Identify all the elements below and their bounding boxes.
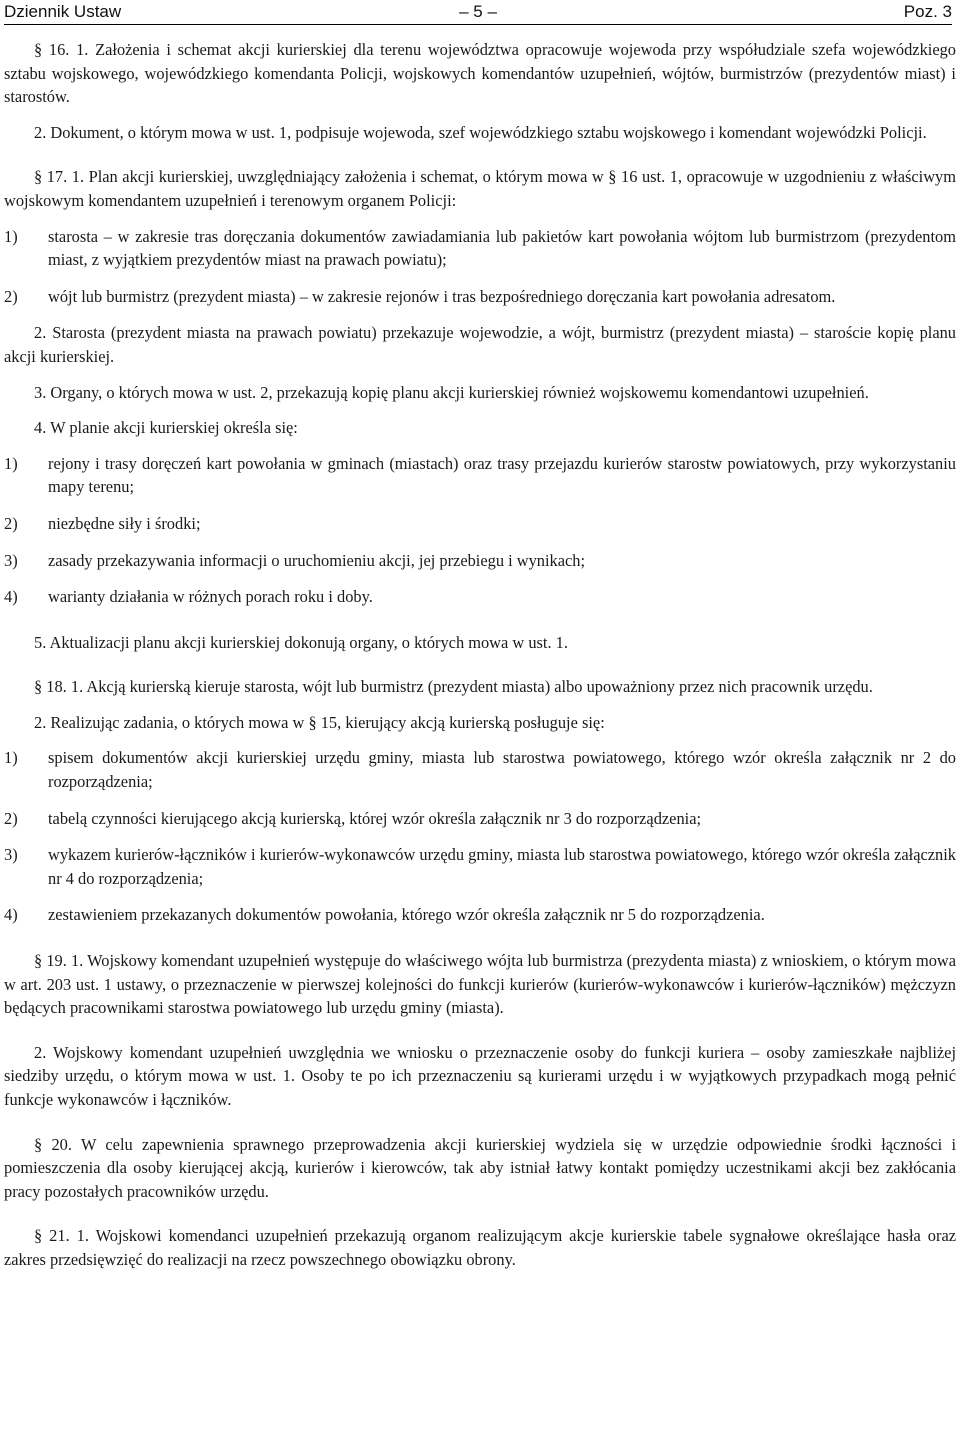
list-number: 3) xyxy=(4,845,18,865)
document-body xyxy=(4,38,956,1284)
paragraph-16-1: § 16. 1. Założenia i schemat akcji kurierskiej dla terenu województwa opracowuje wojewoda przy współudziale szefa wojewódzkiego sztabu wojskowego, wojewódzkiego komendanta Policji, wojskowych komendantów uzupełnień, wójtów, burmistrzów (prezydentów miast) i starostów. xyxy=(4,40,956,107)
list-item xyxy=(4,452,956,499)
paragraph-16-2: 2. Dokument, o którym mowa w ust. 1, podpisuje wojewoda, szef wojewódzkiego sztabu wojskowego i komendant wojewódzki Policji. xyxy=(34,122,927,142)
list-text: wójt lub burmistrz (prezydent miasta) – w zakresie rejonów i tras bezpośredniego doręczania kart powołania adresatom. xyxy=(48,286,836,306)
list-number: 4) xyxy=(4,587,18,607)
paragraph-21-1: § 21. 1. Wojskowi komendanci uzupełnień przekazują organom realizującym akcje kurierskie tabele sygnałowe określające hasła oraz zakres przedsięwzięć do realizacji na rzecz powszechnego obowiązku obrony. xyxy=(4,1226,956,1269)
list-number: 2) xyxy=(4,286,18,306)
list-item xyxy=(4,285,956,309)
paragraph-17-3: 3. Organy, o których mowa w ust. 2, przekazują kopię planu akcji kurierskiej również wojskowemu komendantowi uzupełnień. xyxy=(34,382,869,402)
page-header xyxy=(4,0,952,25)
list-item xyxy=(4,549,956,573)
list-item xyxy=(4,512,956,536)
list-item xyxy=(4,585,956,609)
paragraph-18-1: § 18. 1. Akcją kurierską kieruje starosta, wójt lub burmistrz (prezydent miasta) albo upoważniony przez nich pracownik urzędu. xyxy=(34,677,873,697)
paragraph-17-2: 2. Starosta (prezydent miasta na prawach powiatu) przekazuje wojewodzie, a wójt, burmistrz (prezydent miasta) – staroście kopię planu akcji kurierskiej. xyxy=(4,323,956,366)
list-number: 1) xyxy=(4,748,18,768)
list-text: tabelą czynności kierującego akcją kurierską, której wzór określa załącznik nr 3 do rozporządzenia; xyxy=(48,808,702,828)
paragraph-17-1: § 17. 1. Plan akcji kurierskiej, uwzględniający założenia i schemat, o którym mowa w § 16 ust. 1, opracowuje w uzgodnieniu z właściwym wojskowym komendantem uzupełnień i terenowym organem Policji: xyxy=(4,167,956,210)
list-number: 3) xyxy=(4,550,18,570)
journal-title: Dziennik Ustaw xyxy=(4,2,122,21)
paragraph-20: § 20. W celu zapewnienia sprawnego przeprowadzenia akcji kurierskiej wydziela się w urzędzie odpowiednie środki łączności i pomieszczenia dla osoby kierującej akcją, kurierów i kierowców, tak aby istniał łatwy kontakt pomiędzy uczestnikami akcji bez zakłócania pracy pozostałych pracowników urzędu. xyxy=(4,1134,956,1201)
list-item xyxy=(4,903,956,927)
list-text: niezbędne siły i środki; xyxy=(48,513,201,533)
list-text: spisem dokumentów akcji kurierskiej urzędu gminy, miasta lub starostwa powiatowego, którego wzór określa załącznik nr 2 do rozporządzenia; xyxy=(48,748,956,792)
list-number: 2) xyxy=(4,513,18,533)
paragraph-19-1: § 19. 1. Wojskowy komendant uzupełnień występuje do właściwego wójta lub burmistrza (prezydenta miasta) z wnioskiem, o którym mowa w art. 203 ust. 1 ustawy, o przeznaczenie w pierwszej kolejności do funkcji kurierów (kurierów-wykonawców i kurierów-łączników) mężczyzn będących pracownikami starostwa powiatowego lub urzędu gminy (miasta). xyxy=(4,951,956,1018)
list-text: starosta – w zakresie tras doręczania dokumentów zawiadamiania lub pakietów kart powołania wójtom lub burmistrzom (prezydentom miast, z wyjątkiem prezydentów miast na prawach powiatu); xyxy=(48,226,956,270)
list-item xyxy=(4,746,956,793)
list-number: 4) xyxy=(4,905,18,925)
paragraph-19-2: 2. Wojskowy komendant uzupełnień uwzględnia we wniosku o przeznaczenie osoby do funkcji kuriera – osoby zamieszkałe najbliżej siedziby urzędu, o którym mowa w ust. 1. Osoby te po ich przeznaczeniu są kurierami urzędu i w wyjątkowych przypadkach mogą pełnić funkcje wykonawców i łączników. xyxy=(4,1042,956,1109)
paragraph-17-4: 4. W planie akcji kurierskiej określa się: xyxy=(34,418,298,438)
paragraph-18-2: 2. Realizując zadania, o których mowa w § 15, kierujący akcją kurierską posługuje się: xyxy=(34,712,605,732)
list-number: 1) xyxy=(4,453,18,473)
list-text: wykazem kurierów-łączników i kurierów-wykonawców urzędu gminy, miasta lub starostwa powiatowego, którego wzór określa załącznik nr 4 do rozporządzenia; xyxy=(48,845,956,888)
list-text: rejony i trasy doręczeń kart powołania w gminach (miastach) oraz trasy przejazdu kurierów starostw powiatowych, przy wykorzystaniu mapy terenu; xyxy=(48,453,956,497)
list-number: 1) xyxy=(4,226,18,246)
list-text: zestawieniem przekazanych dokumentów powołania, którego wzór określa załącznik nr 5 do rozporządzenia. xyxy=(48,905,765,925)
list-number: 2) xyxy=(4,808,18,828)
list-text: warianty działania w różnych porach roku i doby. xyxy=(48,587,373,607)
list-text: zasady przekazywania informacji o uruchomieniu akcji, jej przebiegu i wynikach; xyxy=(48,550,586,570)
list-item xyxy=(4,807,956,831)
page-number: – 5 – xyxy=(459,2,497,21)
list-item xyxy=(4,843,956,890)
position-number: Poz. 3 xyxy=(903,2,952,21)
paragraph-17-5: 5. Aktualizacji planu akcji kurierskiej dokonują organy, o których mowa w ust. 1. xyxy=(34,632,568,652)
list-item xyxy=(4,225,956,272)
